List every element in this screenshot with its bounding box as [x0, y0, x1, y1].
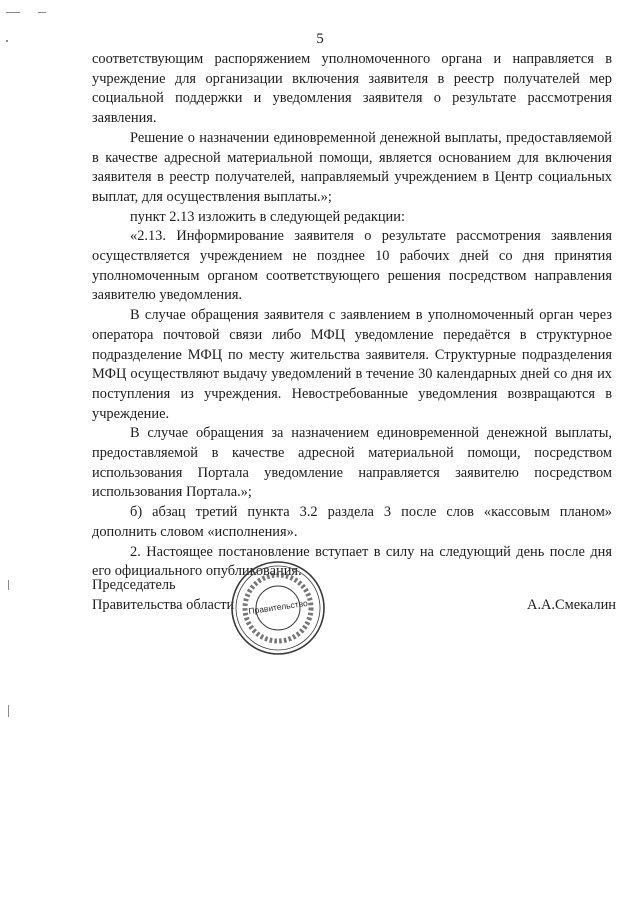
- signatory-organization: Правительства области: [92, 596, 235, 613]
- scan-artifact: [8, 705, 9, 717]
- scan-artifact: [6, 12, 20, 13]
- scan-artifact: [8, 580, 9, 590]
- seal-center-text: Правительство: [247, 597, 309, 617]
- paragraph: б) абзац третий пункта 3.2 раздела 3 после слов «кассовым планом» дополнить словом «исполнения».: [92, 504, 612, 540]
- signature-block: [92, 576, 616, 636]
- paragraph: Решение о назначении единовременной денежной выплаты, предоставляемой в качестве адресной материальной помощи, является основанием для включения заявителя в реестр получателей, направляемый учреждением в Центр социальных выплат, для осуществления выплаты.»;: [92, 129, 612, 205]
- paragraph: 2. Настоящее постановление вступает в силу на следующий день после дня его официального опубликования.: [92, 543, 612, 580]
- page-number: 5: [316, 31, 324, 47]
- scan-artifact: [38, 12, 46, 13]
- paragraph: В случае обращения заявителя с заявлением в уполномоченный орган через оператора почтовой связи либо МФЦ уведомление передаётся в структурное подразделение МФЦ по месту жительства заявителя. Структурные подразделения МФЦ осуществляют выдачу уведомлений в течение 30 календарных дней со дня их поступления из учреждения. Невостребованные уведомления возвращаются в учреждение.: [92, 307, 612, 422]
- paragraph: соответствующим распоряжением уполномоченного органа и направляется в учреждение для организации включения заявителя в реестр получателей мер социальной поддержки и уведомления заявителя о результате рассмотрения заявления.: [92, 51, 612, 127]
- paragraph: «2.13. Информирование заявителя о результате рассмотрения заявления осуществляется учреждением не позднее 10 рабочих дней со дня принятия уполномоченным органом соответствующего решения посредством направления заявителю уведомления.: [92, 228, 612, 304]
- official-seal: [228, 558, 328, 658]
- paragraph: В случае обращения за назначением единовременной денежной выплаты, предоставляемой в качестве адресной материальной помощи, посредством использования Портала уведомление направляется заявителю посредством использования Портала.»;: [92, 425, 612, 501]
- signatory-title: Председатель: [92, 577, 176, 593]
- document-body: [92, 50, 612, 582]
- paragraph: пункт 2.13 изложить в следующей редакции:: [130, 208, 405, 225]
- signatory-name: А.А.Смекалин: [527, 596, 616, 613]
